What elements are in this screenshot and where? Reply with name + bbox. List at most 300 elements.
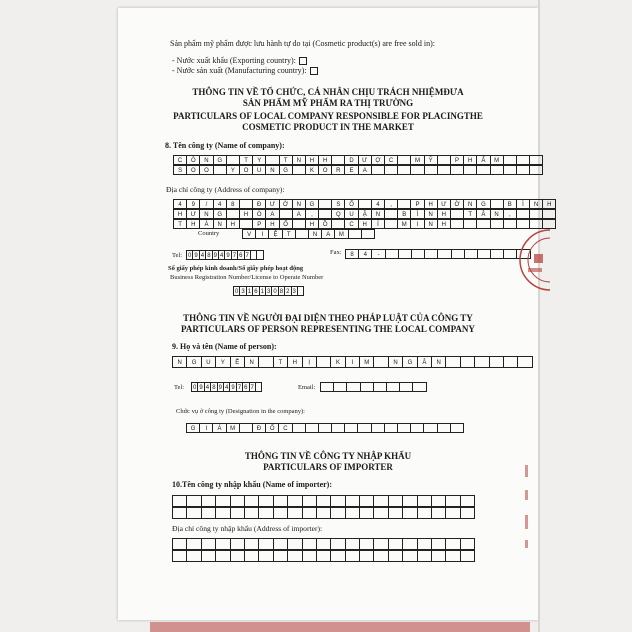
grid-cell[interactable]: T (239, 155, 253, 165)
grid-cell[interactable] (239, 199, 253, 209)
grid-cell[interactable] (371, 165, 385, 175)
grid-cell[interactable]: T (279, 155, 293, 165)
grid-cell[interactable]: D (344, 155, 358, 165)
grid-cell[interactable]: H (305, 219, 319, 229)
grid-cell[interactable]: 9 (186, 199, 200, 209)
grid-cell[interactable] (330, 550, 345, 562)
grid-cell[interactable] (186, 507, 201, 519)
grid-cell[interactable] (516, 155, 530, 165)
grid-cell[interactable]: G (213, 209, 227, 219)
grid-cell[interactable] (302, 507, 317, 519)
grid-cell[interactable]: Ệ (268, 229, 282, 239)
grid-cell[interactable] (384, 423, 398, 433)
grid-cell[interactable]: I (410, 219, 424, 229)
grid-cell[interactable] (423, 423, 437, 433)
grid-cell[interactable]: Đ (252, 199, 266, 209)
grid-cell[interactable] (388, 538, 403, 550)
grid-cell[interactable]: 4 (223, 382, 230, 392)
grid-cell[interactable]: N (292, 199, 306, 209)
grid-cell[interactable] (345, 507, 360, 519)
grid-cell[interactable]: Ị (302, 356, 317, 368)
grid-cell[interactable]: T (173, 219, 187, 229)
grid-cell[interactable]: 9 (192, 250, 199, 260)
grid-cell[interactable] (316, 538, 331, 550)
grid-cell[interactable] (445, 495, 460, 507)
grid-cell[interactable]: H (437, 219, 451, 229)
grid-cell[interactable]: 9 (224, 250, 231, 260)
grid-cell[interactable] (384, 219, 398, 229)
grid-cell[interactable] (373, 495, 388, 507)
grid-cell[interactable] (529, 165, 543, 175)
grid-cell[interactable] (516, 209, 530, 219)
grid-cell[interactable] (333, 382, 347, 392)
grid-cell[interactable]: H (226, 219, 240, 229)
grid-cell[interactable]: Ư (186, 209, 200, 219)
grid-cell[interactable]: P (410, 199, 424, 209)
grid-cell[interactable] (258, 507, 273, 519)
grid-cell[interactable]: Ì (516, 199, 530, 209)
grid-cell[interactable] (431, 550, 446, 562)
grid-cell[interactable] (359, 507, 374, 519)
grid-cell[interactable] (397, 165, 411, 175)
grid-cell[interactable]: 2 (284, 286, 291, 296)
grid-cell[interactable] (287, 495, 302, 507)
grid-cell[interactable]: Ễ (230, 356, 245, 368)
grid-cell[interactable] (517, 356, 532, 368)
grid-cell[interactable]: Â (417, 356, 432, 368)
grid-cell[interactable]: H (318, 155, 332, 165)
grid-cell[interactable]: N (199, 155, 213, 165)
grid-cell[interactable]: U (344, 209, 358, 219)
grid-cell[interactable] (226, 155, 240, 165)
grid-cell[interactable] (331, 423, 345, 433)
grid-cell[interactable]: N (463, 199, 477, 209)
grid-cell[interactable] (230, 507, 245, 519)
grid-cell[interactable]: Ờ (450, 199, 464, 209)
grid-cell[interactable]: R (331, 165, 345, 175)
grid-cell[interactable] (445, 356, 460, 368)
grid-cell[interactable]: N (424, 209, 438, 219)
grid-cell[interactable] (402, 538, 417, 550)
grid-cell[interactable] (388, 550, 403, 562)
grid-cell[interactable] (411, 249, 425, 259)
grid-cell[interactable] (230, 495, 245, 507)
grid-cell[interactable]: 6 (237, 250, 244, 260)
grid-cell[interactable] (316, 507, 331, 519)
grid-cell[interactable] (412, 382, 426, 392)
grid-cell[interactable] (172, 550, 187, 562)
grid-cell[interactable] (244, 507, 259, 519)
grid-cell[interactable]: 3 (291, 286, 298, 296)
grid-cell[interactable] (490, 249, 504, 259)
grid-cell[interactable] (348, 229, 362, 239)
grid-cell[interactable] (529, 209, 543, 219)
grid-cell[interactable]: Ư (437, 199, 451, 209)
grid-cell[interactable]: A (321, 229, 335, 239)
grid-cell[interactable] (371, 423, 385, 433)
grid-cell[interactable] (490, 165, 504, 175)
grid-cell[interactable] (201, 495, 216, 507)
grid-cell[interactable] (331, 219, 345, 229)
grid-cell[interactable]: 4 (204, 382, 211, 392)
grid-cell[interactable] (388, 507, 403, 519)
grid-cell[interactable]: O (239, 165, 253, 175)
grid-cell[interactable] (244, 550, 259, 562)
grid-cell[interactable] (460, 356, 475, 368)
grid-cell[interactable] (358, 199, 372, 209)
grid-cell[interactable] (424, 165, 438, 175)
grid-cell[interactable] (273, 550, 288, 562)
grid-cell[interactable]: N (371, 209, 385, 219)
grid-cell[interactable] (474, 356, 489, 368)
grid-cell[interactable] (397, 423, 411, 433)
grid-cell[interactable] (437, 155, 451, 165)
grid-cell[interactable]: 0 (186, 250, 193, 260)
grid-cell[interactable] (359, 538, 374, 550)
grid-cell[interactable] (295, 229, 309, 239)
grid-cell[interactable]: G (305, 199, 319, 209)
grid-cell[interactable]: N (292, 155, 306, 165)
grid-cell[interactable] (318, 209, 332, 219)
grid-cell[interactable] (476, 165, 490, 175)
grid-cell[interactable] (460, 495, 475, 507)
grid-cell[interactable] (292, 219, 306, 229)
grid-cell[interactable] (215, 495, 230, 507)
grid-cell[interactable]: Á (212, 423, 226, 433)
grid-cell[interactable] (489, 356, 504, 368)
grid-cell[interactable]: G (279, 165, 293, 175)
grid-cell[interactable]: H (173, 209, 187, 219)
grid-cell[interactable] (320, 382, 334, 392)
grid-cell[interactable]: , (503, 209, 517, 219)
grid-cell[interactable] (357, 423, 371, 433)
grid-cell[interactable]: Â (476, 209, 490, 219)
grid-cell[interactable]: H (358, 219, 372, 229)
grid-cell[interactable]: H (265, 219, 279, 229)
grid-cell[interactable] (431, 507, 446, 519)
grid-cell[interactable]: V (242, 229, 256, 239)
grid-cell[interactable]: U (252, 165, 266, 175)
grid-cell[interactable]: B (503, 199, 517, 209)
grid-cell[interactable] (445, 507, 460, 519)
grid-cell[interactable] (359, 495, 374, 507)
grid-cell[interactable] (201, 538, 216, 550)
grid-cell[interactable] (361, 229, 375, 239)
grid-cell[interactable] (398, 249, 412, 259)
grid-cell[interactable] (316, 495, 331, 507)
grid-cell[interactable]: P (252, 219, 266, 229)
grid-cell[interactable]: 9 (229, 382, 236, 392)
grid-cell[interactable] (302, 495, 317, 507)
grid-cell[interactable]: N (388, 356, 403, 368)
grid-cell[interactable]: Y (226, 165, 240, 175)
grid-cell[interactable]: Ờ (279, 199, 293, 209)
grid-cell[interactable]: K (305, 165, 319, 175)
grid-cell[interactable]: A (292, 209, 306, 219)
grid-cell[interactable]: G (186, 356, 201, 368)
grid-cell[interactable]: C (344, 219, 358, 229)
grid-cell[interactable]: 9 (212, 250, 219, 260)
grid-cell[interactable] (516, 165, 530, 175)
grid-cell[interactable]: N (199, 209, 213, 219)
grid-cell[interactable]: H (239, 209, 253, 219)
grid-cell[interactable] (239, 219, 253, 229)
grid-cell[interactable]: 4 (371, 199, 385, 209)
grid-cell[interactable]: Í (371, 219, 385, 229)
grid-cell[interactable] (402, 507, 417, 519)
grid-cell[interactable] (316, 550, 331, 562)
grid-cell[interactable] (201, 507, 216, 519)
grid-cell[interactable]: M (410, 155, 424, 165)
grid-cell[interactable] (201, 550, 216, 562)
grid-cell[interactable]: 1 (246, 286, 253, 296)
grid-cell[interactable] (172, 507, 187, 519)
grid-cell[interactable]: H (437, 209, 451, 219)
grid-cell[interactable] (373, 550, 388, 562)
grid-cell[interactable]: 7 (236, 382, 243, 392)
grid-cell[interactable] (279, 209, 293, 219)
grid-cell[interactable]: Ợ (371, 155, 385, 165)
grid-cell[interactable] (463, 219, 477, 229)
grid-cell[interactable] (215, 507, 230, 519)
grid-cell[interactable]: Q (331, 209, 345, 219)
grid-cell[interactable] (213, 165, 227, 175)
grid-cell[interactable]: À (199, 219, 213, 229)
grid-cell[interactable]: G (402, 356, 417, 368)
grid-cell[interactable] (431, 538, 446, 550)
grid-cell[interactable] (490, 219, 504, 229)
grid-cell[interactable] (292, 423, 306, 433)
grid-cell[interactable] (292, 165, 306, 175)
grid-cell[interactable] (345, 495, 360, 507)
grid-cell[interactable]: E (344, 165, 358, 175)
grid-cell[interactable] (256, 250, 263, 260)
grid-cell[interactable] (529, 155, 543, 165)
grid-cell[interactable]: 6 (252, 286, 259, 296)
grid-cell[interactable]: G (213, 155, 227, 165)
grid-cell[interactable] (450, 209, 464, 219)
grid-cell[interactable] (244, 538, 259, 550)
grid-cell[interactable]: M (490, 155, 504, 165)
grid-cell[interactable] (258, 495, 273, 507)
grid-cell[interactable]: N (431, 356, 446, 368)
grid-cell[interactable] (397, 199, 411, 209)
grid-cell[interactable]: 1 (259, 286, 266, 296)
grid-cell[interactable]: N (265, 165, 279, 175)
grid-cell[interactable] (402, 495, 417, 507)
grid-cell[interactable]: A (265, 209, 279, 219)
grid-cell[interactable]: T (273, 356, 288, 368)
grid-cell[interactable] (431, 495, 446, 507)
grid-cell[interactable]: K (330, 356, 345, 368)
grid-cell[interactable] (450, 423, 464, 433)
grid-cell[interactable] (463, 165, 477, 175)
grid-cell[interactable]: 4 (199, 250, 206, 260)
grid-cell[interactable]: Y (215, 356, 230, 368)
grid-cell[interactable]: S (331, 199, 345, 209)
grid-cell[interactable] (230, 538, 245, 550)
grid-cell[interactable] (476, 219, 490, 229)
grid-cell[interactable]: 9 (197, 382, 204, 392)
grid-cell[interactable] (490, 199, 504, 209)
grid-cell[interactable]: / (199, 199, 213, 209)
grid-cell[interactable]: - (371, 249, 385, 259)
grid-cell[interactable] (417, 507, 432, 519)
grid-cell[interactable] (244, 495, 259, 507)
grid-cell[interactable] (316, 356, 331, 368)
grid-cell[interactable] (464, 249, 478, 259)
grid-cell[interactable]: H (542, 199, 556, 209)
grid-cell[interactable] (172, 495, 187, 507)
grid-cell[interactable] (330, 507, 345, 519)
grid-cell[interactable]: Ỹ (424, 155, 438, 165)
grid-cell[interactable] (186, 550, 201, 562)
grid-cell[interactable]: U (201, 356, 216, 368)
grid-cell[interactable] (186, 495, 201, 507)
grid-cell[interactable] (302, 550, 317, 562)
grid-cell[interactable] (437, 249, 451, 259)
grid-cell[interactable] (450, 165, 464, 175)
grid-cell[interactable] (345, 550, 360, 562)
grid-cell[interactable]: T (282, 229, 296, 239)
grid-cell[interactable] (385, 249, 399, 259)
grid-cell[interactable]: 8 (205, 250, 212, 260)
grid-cell[interactable] (273, 495, 288, 507)
grid-cell[interactable]: P (450, 155, 464, 165)
grid-cell[interactable]: M (334, 229, 348, 239)
grid-cell[interactable] (503, 155, 517, 165)
grid-cell[interactable] (445, 550, 460, 562)
grid-cell[interactable]: H (305, 155, 319, 165)
grid-cell[interactable]: N (172, 356, 187, 368)
grid-cell[interactable]: N (308, 229, 322, 239)
grid-cell[interactable]: 7 (244, 250, 251, 260)
grid-cell[interactable] (445, 538, 460, 550)
grid-cell[interactable]: 8 (345, 249, 359, 259)
grid-cell[interactable]: G (186, 423, 200, 433)
grid-cell[interactable]: N (244, 356, 259, 368)
grid-cell[interactable] (460, 507, 475, 519)
grid-cell[interactable]: 0 (233, 286, 240, 296)
grid-cell[interactable] (437, 165, 451, 175)
grid-cell[interactable] (318, 423, 332, 433)
grid-cell[interactable] (318, 199, 332, 209)
grid-cell[interactable] (302, 538, 317, 550)
grid-cell[interactable]: M (397, 219, 411, 229)
grid-cell[interactable]: C (173, 155, 187, 165)
grid-cell[interactable] (215, 538, 230, 550)
grid-cell[interactable] (230, 550, 245, 562)
grid-cell[interactable] (477, 249, 491, 259)
grid-cell[interactable]: H (463, 155, 477, 165)
grid-cell[interactable]: Ô (186, 155, 200, 165)
grid-cell[interactable] (359, 550, 374, 562)
grid-cell[interactable]: O (186, 165, 200, 175)
grid-cell[interactable]: 4 (173, 199, 187, 209)
grid-cell[interactable]: 0 (271, 286, 278, 296)
grid-cell[interactable] (258, 356, 273, 368)
grid-cell[interactable]: 7 (231, 250, 238, 260)
grid-cell[interactable]: 3 (239, 286, 246, 296)
exporting-country-checkbox[interactable] (299, 57, 307, 65)
grid-cell[interactable] (373, 538, 388, 550)
grid-cell[interactable] (437, 423, 451, 433)
grid-cell[interactable] (226, 209, 240, 219)
grid-cell[interactable] (215, 550, 230, 562)
grid-cell[interactable] (373, 356, 388, 368)
grid-cell[interactable] (331, 155, 345, 165)
grid-cell[interactable]: 4 (358, 249, 372, 259)
grid-cell[interactable]: C (384, 155, 398, 165)
grid-cell[interactable]: Ồ (318, 219, 332, 229)
grid-cell[interactable]: C (278, 423, 292, 433)
grid-cell[interactable]: H (424, 199, 438, 209)
grid-cell[interactable]: I (255, 229, 269, 239)
grid-cell[interactable] (397, 155, 411, 165)
grid-cell[interactable]: I (199, 423, 213, 433)
grid-cell[interactable]: N (213, 219, 227, 229)
grid-cell[interactable]: Đ (252, 423, 266, 433)
grid-cell[interactable]: H (287, 356, 302, 368)
grid-cell[interactable] (460, 538, 475, 550)
grid-cell[interactable]: N (529, 199, 543, 209)
grid-cell[interactable] (273, 538, 288, 550)
grid-cell[interactable] (542, 209, 556, 219)
grid-cell[interactable] (451, 249, 465, 259)
grid-cell[interactable]: 8 (210, 382, 217, 392)
grid-cell[interactable] (345, 538, 360, 550)
grid-cell[interactable] (330, 538, 345, 550)
grid-cell[interactable]: M (359, 356, 374, 368)
grid-cell[interactable] (273, 507, 288, 519)
grid-cell[interactable] (410, 165, 424, 175)
grid-cell[interactable] (417, 550, 432, 562)
grid-cell[interactable]: 4 (218, 250, 225, 260)
grid-cell[interactable] (386, 382, 400, 392)
grid-cell[interactable] (172, 538, 187, 550)
grid-cell[interactable] (330, 495, 345, 507)
grid-cell[interactable]: I (345, 356, 360, 368)
grid-cell[interactable]: Ò (252, 209, 266, 219)
grid-cell[interactable]: 7 (249, 382, 256, 392)
grid-cell[interactable]: Ậ (358, 209, 372, 219)
grid-cell[interactable]: Ố (344, 199, 358, 209)
grid-cell[interactable] (186, 538, 201, 550)
grid-cell[interactable]: , (305, 209, 319, 219)
grid-cell[interactable] (258, 550, 273, 562)
grid-cell[interactable] (239, 423, 253, 433)
grid-cell[interactable] (258, 538, 273, 550)
grid-cell[interactable] (399, 382, 413, 392)
grid-cell[interactable] (287, 550, 302, 562)
grid-cell[interactable]: N (490, 209, 504, 219)
grid-cell[interactable] (384, 209, 398, 219)
grid-cell[interactable]: , (384, 199, 398, 209)
grid-cell[interactable] (424, 249, 438, 259)
grid-cell[interactable]: A (358, 165, 372, 175)
grid-cell[interactable] (265, 155, 279, 165)
grid-cell[interactable] (388, 495, 403, 507)
grid-cell[interactable]: Ố (265, 423, 279, 433)
grid-cell[interactable]: Ẩ (476, 155, 490, 165)
grid-cell[interactable] (410, 423, 424, 433)
grid-cell[interactable] (402, 550, 417, 562)
grid-cell[interactable]: M (226, 423, 240, 433)
grid-cell[interactable]: H (186, 219, 200, 229)
grid-cell[interactable] (255, 382, 262, 392)
grid-cell[interactable] (417, 538, 432, 550)
grid-cell[interactable]: O (199, 165, 213, 175)
